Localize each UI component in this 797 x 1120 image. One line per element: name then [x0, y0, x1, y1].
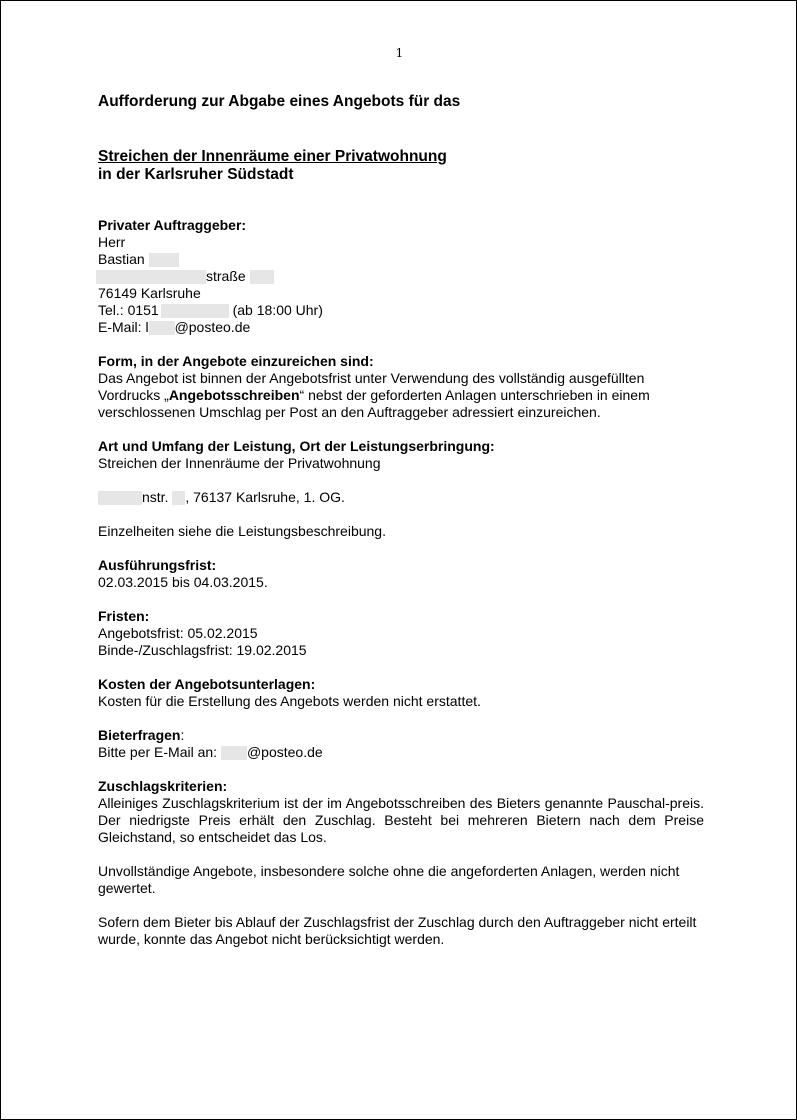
client-name [98, 251, 704, 268]
deadlines-section [98, 608, 704, 659]
award-paragraph-3: Sofern dem Bieter bis Ablauf der Zuschlagsfrist der Zuschlag durch den Auftraggeber nicht erteilt wurde, konnte das Angebot nicht berücksichtigt werden. [98, 914, 697, 947]
form-line-2-post: “ nebst der geforderten Anlagen unterschrieben in einem [299, 387, 650, 403]
deadline-binding: Binde-/Zuschlagsfrist: 19.02.2015 [98, 642, 307, 658]
scope-heading: Art und Umfang der Leistung, Ort der Leistungserbringung: [98, 438, 495, 454]
client-salutation: Herr [98, 234, 126, 250]
execution-value: 02.03.2015 bis 04.03.2015. [98, 574, 268, 590]
costs-heading: Kosten der Angebotsunterlagen: [98, 676, 316, 692]
award-section [98, 778, 704, 948]
questions-heading-line [98, 727, 704, 744]
questions-colon: : [180, 727, 185, 743]
redaction-box [172, 491, 185, 505]
document-subtitle [98, 148, 704, 184]
form-line-2-pre: Vordrucks „ [98, 387, 169, 403]
execution-section [98, 557, 704, 591]
redaction-box [250, 270, 274, 284]
form-line-2-bold: Angebotsschreiben [168, 387, 300, 403]
client-email-suffix: @posteo.de [174, 319, 251, 335]
subtitle-line-2: in der Karlsruher Südstadt [98, 166, 294, 183]
redaction-box [149, 321, 175, 335]
award-paragraph-2: Unvollständige Angebote, insbesondere solche ohne die angeforderten Anlagen, werden nicht gewertet. [98, 863, 680, 896]
redaction-box [96, 270, 206, 284]
client-phone [98, 302, 704, 319]
award-heading: Zuschlagskriterien: [98, 778, 228, 794]
document-body [98, 92, 704, 948]
deadlines-heading: Fristen: [98, 608, 150, 624]
scope-line-1: Streichen der Innenräume der Privatwohnung [98, 455, 381, 471]
client-street [98, 268, 704, 285]
award-paragraph-1: Alleiniges Zuschlagskriterium ist der im Angebotsschreiben des Bieters genannte Pauschal-preis. Der niedrigste Preis erhält den Zuschlag. Besteht bei mehreren Bietern nach dem Preise Gleichstand, so entscheidet das Los. [98, 795, 704, 845]
deadline-offer: Angebotsfrist: 05.02.2015 [98, 625, 258, 641]
subtitle-line-1: Streichen der Innenräume einer Privatwohnung [98, 148, 447, 165]
form-line-3: verschlossenen Umschlag per Post an den Auftraggeber adressiert einzureichen. [98, 404, 601, 420]
form-line-2 [98, 387, 704, 404]
scope-address-street: nstr. [142, 489, 169, 505]
client-phone-prefix: Tel.: 0151 [98, 302, 159, 318]
redaction-box [161, 304, 229, 318]
scope-address-city: , 76137 Karlsruhe, 1. OG. [185, 489, 345, 505]
form-section [98, 353, 704, 421]
questions-text [98, 744, 704, 761]
client-first-name: Bastian [98, 251, 145, 267]
client-email-prefix: E-Mail: l [98, 319, 149, 335]
client-section [98, 217, 704, 336]
scope-details: Einzelheiten siehe die Leistungsbeschreibung. [98, 523, 386, 539]
form-heading: Form, in der Angebote einzureichen sind: [98, 353, 374, 369]
questions-text-prefix: Bitte per E-Mail an: [98, 744, 218, 760]
redaction-box [221, 746, 247, 760]
questions-email-suffix: @posteo.de [246, 744, 323, 760]
redaction-box [149, 253, 179, 267]
client-city: 76149 Karlsruhe [98, 285, 201, 301]
client-phone-suffix: (ab 18:00 Uhr) [232, 302, 323, 318]
page-number: 1 [395, 46, 404, 60]
client-email [98, 319, 704, 336]
questions-section [98, 727, 704, 761]
scope-section [98, 438, 704, 540]
client-heading: Privater Auftraggeber: [98, 217, 247, 233]
client-street-suffix: straße [206, 268, 246, 284]
costs-text: Kosten für die Erstellung des Angebots werden nicht erstattet. [98, 693, 481, 709]
redaction-box [98, 491, 142, 505]
scope-address [98, 489, 704, 506]
questions-heading: Bieterfragen [98, 727, 181, 743]
document-title: Aufforderung zur Abgabe eines Angebots für das [98, 93, 461, 110]
form-line-1: Das Angebot ist binnen der Angebotsfrist unter Verwendung des vollständig ausgefüllten [98, 370, 645, 386]
costs-section [98, 676, 704, 710]
execution-heading: Ausführungsfrist: [98, 557, 217, 573]
